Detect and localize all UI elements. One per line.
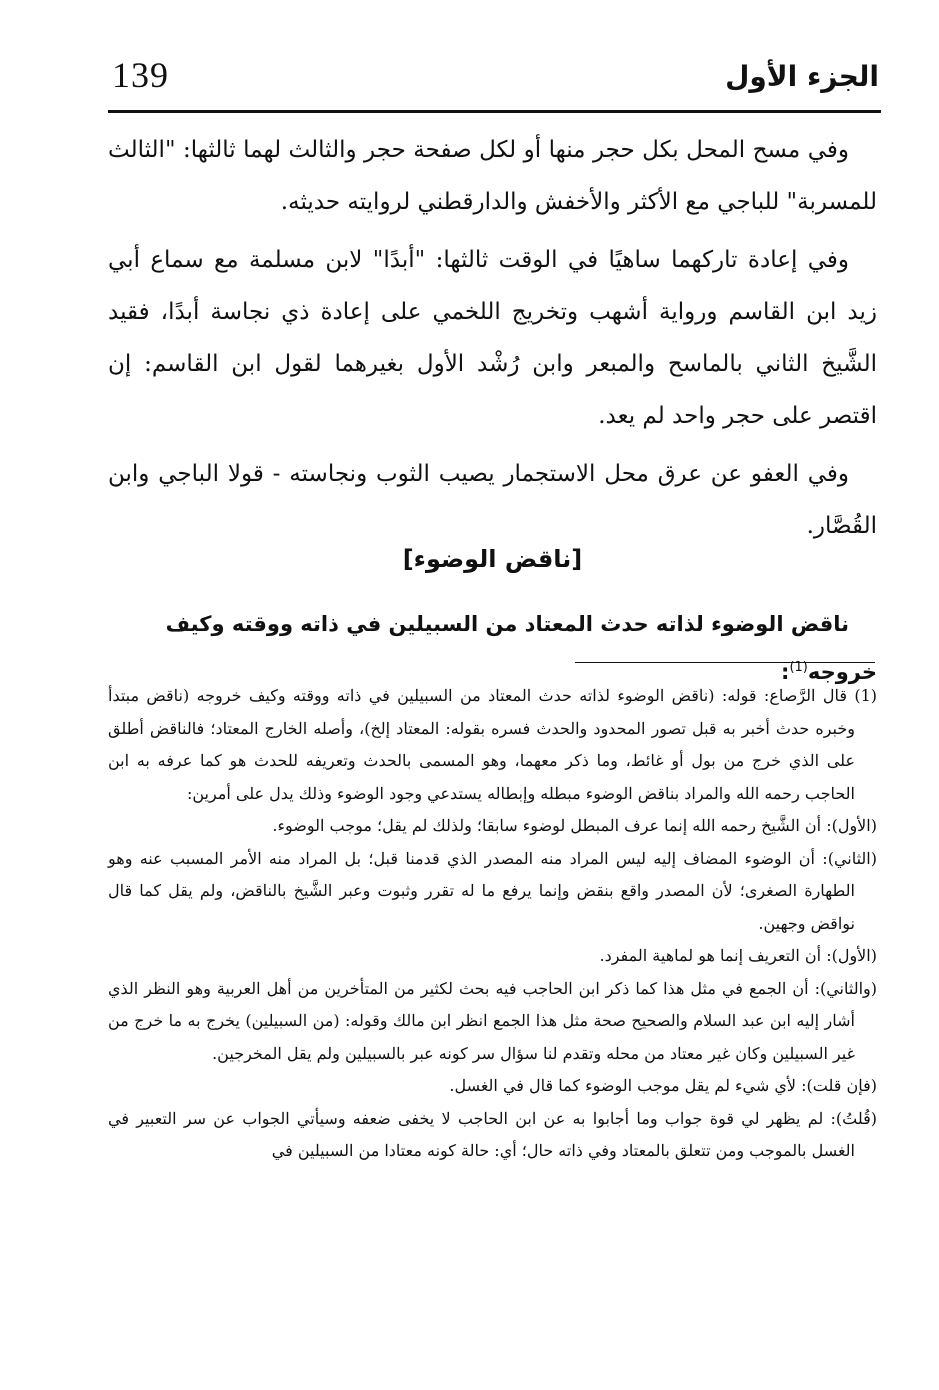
footnote: (1) قال الرَّصاع: قوله: (ناقض الوضوء لذاته حدث المعتاد من السبيلين في ذاته ووقته وكيف خروجه (ناقض مبتدأ وخبره حدث أخبر به قبل تصور المحدود والحدث فسره بقوله: المعتاد إلخ)، وأصله الخارج المعتاد؛ فالناقض أطلق على الذي خرج من بول أو غائط، وما ذكر معهما، وهو المسمى بالحدث وتعريفه للحدث هو كما عرفه به ابن الحاجب رحمه الله والمراد بناقض الوضوء مبطله وإبطاله يستدعي وجود الوضوء وذلك يدل على أمرين: [108,686,878,803]
footnote-ref: (1) [789,660,808,675]
footnote: (فإن قلت): لأي شيء لم يقل موجب الوضوء كما قال في الغسل. [449,1076,877,1095]
footnote: (الأول): أن الشَّيخ رحمه الله إنما عرف المبطل لوضوء سابقا؛ ولذلك لم يقل؛ موجب الوضوء. [272,816,877,835]
page-number: 139 [112,55,169,95]
matn-body: ناقض الوضوء لذاته حدث المعتاد من السبيلين في ذاته ووقته وكيف خروجه [165,612,877,684]
footnote: (الثاني): أن الوضوء المضاف إليه ليس المراد منه المصدر الذي قدمنا قبل؛ بل المراد منه الأمر المسبب عنه وهو الطهارة الصغرى؛ لأن المصدر واقع بنقض وإنما يرفع ما له تقرر وثبوت وعبر الشَّيخ بالناقض، ولم يقل كما قال نواقض وجهين. [108,848,877,933]
page-header [108,52,881,113]
footnote: (والثاني): أن الجمع في مثل هذا كما ذكر ابن الحاجب فيه بحث لكثير من المتأخرين من أهل العربية وهو النظر الذي أشار إليه ابن عبد السلام والصحيح صحة مثل هذا الجمع انظر ابن مالك وقوله: (من السبيلين) يخرج به ما خرج من غير السبيلين وكان غير معتاد من محله وتقدم لنا سؤال سر كونه عبر بالسبيلين ولم يقل المخرجين. [108,978,877,1063]
body-paragraph: وفي إعادة تاركهما ساهيًا في الوقت ثالثها: "أبدًا" لابن مسلمة مع سماع أبي زيد ابن القاسم ورواية أشهب وتخريج اللخمي على إعادة ذي نجاسة أبدًا، فقيد الشَّيخ الثاني بالماسح والمبعر وابن رُشْد الأول بغيرهما لقول ابن القاسم: إن اقتصر على حجر واحد لم يعد. [108,247,877,429]
running-title: الجزء الأول [725,60,879,93]
footnote: (قُلتُ): لم يظهر لي قوة جواب وما أجابوا به عن ابن الحاجب لا يخفى ضعفه وسيأتي الجواب عن سر التعبير في الغسل بالموجب ومن تتعلق بالمعتاد وفي ذاته حال؛ أي: حالة كونه معتادا من السبيلين في [108,1108,877,1160]
section-heading: [ناقض الوضوء] [402,545,583,573]
main-text [108,124,877,558]
footnotes [108,680,877,1168]
footnote-separator [575,662,875,663]
body-paragraph: وفي مسح المحل بكل حجر منها أو لكل صفحة حجر والثالث لهما ثالثها: "الثالث للمسربة" للباجي مع الأكثر والأخفش والدارقطني لروايته حديثه. [108,137,877,215]
body-paragraph: وفي العفو عن عرق محل الاستجمار يصيب الثوب ونجاسته - قولا الباجي وابن القُصَّار. [108,461,877,539]
matn-end: : [781,660,790,684]
footnote: (الأول): أن التعريف إنما هو لماهية المفرد. [599,946,877,965]
